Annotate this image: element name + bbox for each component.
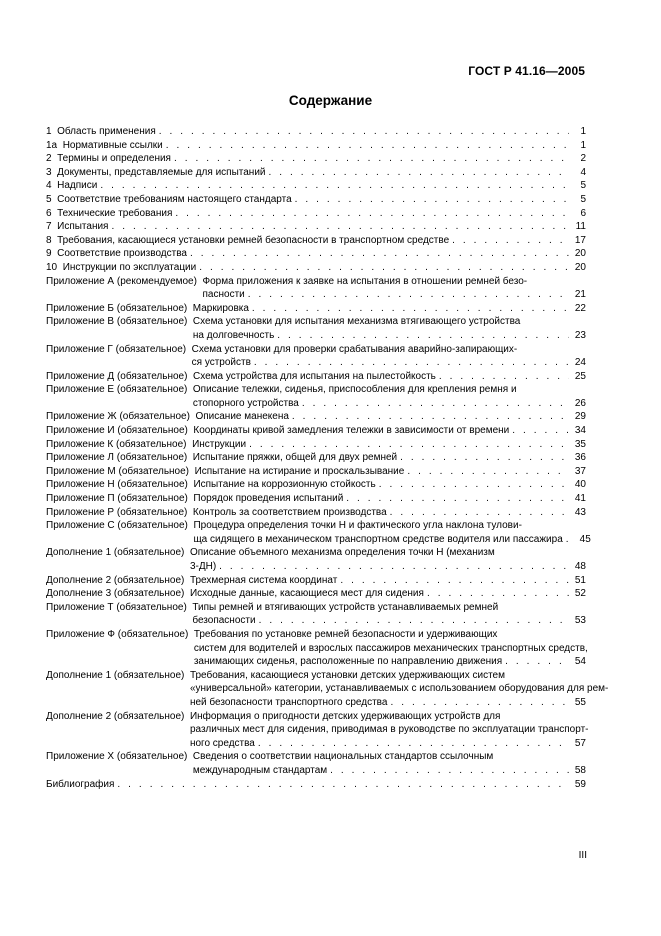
- toc-entry-line: [57, 179, 586, 193]
- dot-leader: [174, 152, 569, 166]
- toc-entry-text: ща сидящего в механическом транспортном средстве водителя или пассажира: [193, 533, 563, 545]
- toc-entry-text: Типы ремней и втягивающих устройств устанавливаемых ремней: [192, 601, 499, 613]
- toc-entry[interactable]: [46, 166, 586, 180]
- toc-entry-line: [195, 410, 586, 424]
- toc-entry-text: Контроль за соответствием производства: [192, 506, 387, 518]
- toc-entry-line: [189, 682, 609, 696]
- toc-entry-line: [192, 356, 586, 370]
- standard-code: ГОСТ Р 41.16—2005: [468, 64, 585, 78]
- toc-entry-page: 1: [580, 139, 586, 151]
- toc-entry-label: Приложение Д (обязательное): [46, 370, 193, 382]
- toc-entry-page: 59: [574, 778, 586, 790]
- toc-entry-label: 1: [46, 126, 58, 137]
- toc-entry[interactable]: [46, 125, 586, 139]
- toc-entry-body: [203, 275, 586, 302]
- toc-entry[interactable]: [46, 669, 609, 710]
- toc-entry-line: [193, 764, 586, 778]
- toc-entry-body: [189, 669, 609, 710]
- dot-leader: [390, 506, 569, 520]
- toc-entry-line: [193, 397, 586, 411]
- toc-entry-line: [192, 438, 586, 452]
- dot-leader: [258, 737, 569, 751]
- toc-entry[interactable]: [46, 410, 586, 424]
- dot-leader: [295, 193, 569, 207]
- toc-entry-page: 11: [575, 221, 586, 233]
- toc-entry-page: 24: [574, 357, 586, 369]
- toc-entry[interactable]: [46, 519, 591, 546]
- toc-entry-label: 7: [46, 221, 58, 233]
- toc-entry-page: 51: [574, 574, 586, 586]
- toc-entry[interactable]: [46, 261, 586, 275]
- toc-entry-line: [193, 315, 586, 329]
- toc-entry-line: [193, 750, 586, 764]
- toc-entry-body: [192, 343, 586, 370]
- toc-entry[interactable]: [46, 506, 586, 520]
- toc-entry-line: [195, 465, 586, 479]
- toc-entry-line: [193, 506, 586, 520]
- dot-leader: [166, 139, 569, 153]
- toc-entry[interactable]: [46, 451, 586, 465]
- toc-entry-page: 35: [574, 438, 586, 450]
- toc-entry-text: Технические требования: [57, 207, 173, 219]
- toc-entry-label: Приложение Е (обязательное): [46, 384, 193, 396]
- toc-entry[interactable]: [46, 152, 586, 166]
- toc-entry-line: [194, 642, 586, 656]
- toc-entry[interactable]: [46, 207, 586, 221]
- toc-entry-page: 45: [579, 533, 591, 545]
- dot-leader: [248, 288, 569, 302]
- toc-entry-line: [192, 343, 586, 357]
- toc-entry-label: Приложение И (обязательное): [46, 425, 194, 437]
- toc-entry-label: Приложение В (обязательное): [46, 316, 193, 328]
- toc-entry-label: Приложение П (обязательное): [46, 493, 194, 505]
- toc-entry-page: 17: [574, 234, 586, 246]
- toc-entry-text: Испытания: [57, 221, 109, 233]
- toc-entry[interactable]: [46, 492, 586, 506]
- toc-entry[interactable]: [46, 465, 586, 479]
- toc-entry-page: 2: [580, 153, 586, 165]
- toc-entry-body: [193, 370, 586, 384]
- toc-entry-line: [57, 234, 586, 248]
- table-of-contents: [46, 125, 609, 791]
- toc-entry-line: [57, 125, 586, 139]
- dot-leader: [505, 655, 569, 669]
- toc-entry-line: [193, 533, 591, 547]
- toc-entry-line: [193, 451, 586, 465]
- toc-entry-page: 20: [574, 261, 586, 273]
- toc-entry-text: Библиография: [46, 778, 115, 790]
- toc-entry-text: Маркировка: [192, 302, 249, 314]
- page-title: Содержание: [288, 93, 373, 108]
- toc-entry-line: [203, 275, 586, 289]
- toc-entry-page: 22: [574, 302, 586, 314]
- toc-entry-body: [189, 710, 589, 751]
- toc-entry-text: Область применения: [57, 126, 156, 137]
- toc-entry-text: Порядок проведения испытаний: [193, 493, 344, 505]
- toc-entry-label: Приложение Б (обязательное): [46, 302, 193, 314]
- toc-entry-text: Схема установки для проверки срабатывания аварийно-запирающих-: [191, 343, 518, 355]
- toc-entry-text: безопасности: [192, 615, 256, 627]
- toc-entry-line: [190, 696, 586, 710]
- toc-entry-text: Нормативные ссылки: [62, 139, 163, 151]
- dot-leader: [512, 424, 569, 438]
- toc-entry-body: [193, 492, 586, 506]
- toc-entry-line: [203, 288, 586, 302]
- toc-entry[interactable]: [46, 234, 586, 248]
- toc-entry-page: 37: [574, 465, 586, 477]
- toc-entry-body: [63, 139, 586, 153]
- toc-entry-body: [57, 207, 586, 221]
- toc-entry-label: 10: [46, 261, 63, 273]
- toc-entry-page: 36: [574, 452, 586, 464]
- toc-entry-body: [195, 465, 586, 479]
- dot-leader: [439, 370, 569, 384]
- toc-entry-line: [57, 166, 586, 180]
- toc-entry-line: [193, 329, 586, 343]
- toc-entry-body: [193, 383, 586, 410]
- toc-entry-page: 48: [574, 561, 586, 572]
- toc-entry-label: Приложение К (обязательное): [46, 438, 193, 450]
- toc-entry-body: [194, 628, 586, 669]
- toc-entry-text: Соответствие требованиям настоящего стандарта: [57, 193, 292, 205]
- toc-entry-text: Требования, касающиеся установки детских удерживающих систем: [189, 669, 505, 681]
- dot-leader: [199, 261, 569, 275]
- toc-entry[interactable]: [46, 139, 586, 153]
- toc-entry-text: Документы, представляемые для испытаний: [57, 166, 266, 178]
- toc-entry-text: Схема установки для испытания механизма втягивающего устройства: [192, 316, 521, 328]
- toc-entry-label: 6: [46, 207, 58, 219]
- dot-leader: [346, 492, 569, 506]
- toc-entry[interactable]: [46, 438, 586, 452]
- toc-entry-text: Схема устройства для испытания на пылестойкость: [193, 370, 436, 382]
- toc-entry-text: Испытание пряжки, общей для двух ремней: [192, 452, 398, 464]
- toc-entry-page: 5: [580, 193, 586, 205]
- dot-leader: [566, 533, 574, 547]
- toc-entry-text: 3-ДН): [189, 561, 217, 572]
- toc-entry-label: Дополнение 1 (обязательное): [46, 547, 190, 559]
- toc-entry-line: [190, 546, 586, 560]
- toc-entry-page: 52: [574, 588, 586, 600]
- toc-entry-page: 54: [574, 656, 586, 668]
- dot-leader: [259, 614, 569, 628]
- toc-entry-text: Исходные данные, касающиеся мест для сидения: [189, 588, 424, 600]
- toc-entry[interactable]: [46, 601, 586, 628]
- toc-entry-text: на долговечность: [192, 329, 275, 341]
- dot-leader: [390, 696, 569, 710]
- toc-entry-label: Приложение Н (обязательное): [46, 479, 194, 491]
- toc-entry-line: [192, 601, 586, 615]
- toc-entry-label: 3: [46, 166, 58, 178]
- toc-entry-page: 1: [580, 126, 586, 137]
- toc-entry-page: 53: [574, 615, 586, 627]
- toc-entry[interactable]: [46, 247, 586, 261]
- dot-leader: [190, 247, 569, 261]
- toc-entry-text: Требования, касающиеся установки ремней безопасности в транспортном средстве: [57, 234, 450, 246]
- toc-entry-body: [193, 315, 586, 342]
- dot-leader: [400, 451, 569, 465]
- toc-entry-text: Требования по установке ремней безопасности и удерживающих: [193, 628, 498, 640]
- toc-entry-text: Трехмерная система координат: [189, 574, 338, 586]
- toc-entry-body: [57, 179, 586, 193]
- toc-entry-line: [194, 628, 586, 642]
- toc-entry-line: [193, 492, 586, 506]
- toc-entry-text: Процедура определения точки H и фактического угла наклона тулови-: [193, 520, 522, 532]
- toc-entry-body: [57, 247, 586, 261]
- toc-entry-text: Инструкции по эксплуатации: [62, 261, 197, 273]
- dot-leader: [100, 179, 569, 193]
- toc-entry-label: 2: [46, 153, 58, 165]
- toc-entry-text: ся устройств: [191, 357, 251, 369]
- toc-entry-label: 9: [46, 248, 58, 260]
- toc-entry[interactable]: [46, 478, 586, 492]
- toc-entry-line: [57, 152, 586, 166]
- toc-entry-text: ного средства: [189, 737, 255, 749]
- toc-entry-line: [193, 370, 586, 384]
- toc-entry-page: 23: [574, 329, 586, 341]
- toc-entry-body: [190, 546, 586, 573]
- toc-entry-body: [193, 519, 591, 546]
- toc-entry-label: Приложение Х (обязательное): [46, 751, 193, 763]
- toc-entry-page: 4: [580, 166, 586, 178]
- toc-entry-text: Соответствие производства: [57, 248, 187, 260]
- toc-entry-line: [190, 710, 586, 724]
- toc-entry-line: [193, 519, 586, 533]
- toc-entry[interactable]: [46, 370, 586, 384]
- toc-entry-text: ней безопасности транспортного средства: [189, 696, 388, 708]
- toc-entry-body: [57, 152, 586, 166]
- toc-entry-page: 25: [574, 370, 586, 382]
- toc-entry-body: [193, 451, 586, 465]
- dot-leader: [111, 220, 569, 234]
- toc-entry-line: [63, 261, 586, 275]
- toc-entry[interactable]: [46, 574, 586, 588]
- toc-entry[interactable]: [46, 275, 586, 302]
- toc-entry-text: Испытание на коррозионную стойкость: [193, 479, 376, 491]
- toc-entry-page: 43: [574, 506, 586, 518]
- toc-entry-text: Надписи: [57, 180, 98, 192]
- toc-entry-page: 5: [580, 180, 586, 192]
- toc-entry-line: [190, 737, 586, 751]
- dot-leader: [219, 560, 569, 574]
- toc-entry-label: 5: [46, 193, 58, 205]
- dot-leader: [252, 302, 569, 316]
- toc-entry-body: [195, 410, 586, 424]
- toc-entry-label: Приложение Ж (обязательное): [46, 411, 196, 423]
- toc-entry[interactable]: [46, 750, 586, 777]
- toc-entry-body: [192, 601, 586, 628]
- toc-entry-page: 21: [574, 289, 586, 301]
- toc-entry-line: [190, 669, 586, 683]
- toc-entry-text: «универсальной» категории, устанавливаемых с использованием оборудования для рем-: [189, 683, 609, 695]
- toc-entry-line: [193, 383, 586, 397]
- toc-entry-page: 26: [574, 397, 586, 409]
- toc-entry-text: стопорного устройства: [192, 397, 299, 409]
- page-number: III: [578, 850, 587, 861]
- toc-entry-text: Координаты кривой замедления тележки в зависимости от времени: [193, 425, 510, 437]
- toc-entry-body: [57, 220, 586, 234]
- toc-entry-page: 57: [574, 737, 586, 749]
- toc-entry-text: Описание объемного механизма определения точки H (механизм: [189, 547, 495, 559]
- toc-entry-page: 29: [574, 411, 586, 423]
- dot-leader: [292, 410, 569, 424]
- toc-entry-line: [193, 424, 586, 438]
- toc-entry-label: Приложение М (обязательное): [46, 465, 195, 477]
- dot-leader: [159, 125, 569, 139]
- toc-entry-page: 41: [574, 493, 586, 505]
- toc-entry-body: [193, 302, 586, 316]
- toc-entry[interactable]: [46, 710, 589, 751]
- toc-entry-page: 34: [574, 425, 586, 437]
- toc-entry-line: [46, 778, 586, 792]
- toc-entry-line: [57, 207, 586, 221]
- dot-leader: [175, 207, 569, 221]
- toc-entry-label: Приложение Г (обязательное): [46, 343, 192, 355]
- toc-entry-text: Инструкции: [192, 438, 247, 450]
- toc-entry-label: Приложение Л (обязательное): [46, 452, 193, 464]
- toc-entry-text: Термины и определения: [57, 153, 171, 165]
- toc-entry-body: [57, 125, 586, 139]
- dot-leader: [407, 465, 569, 479]
- toc-entry-body: [57, 234, 586, 248]
- toc-entry-text: Информация о пригодности детских удерживающих устройств для: [189, 710, 501, 722]
- toc-entry-page: 40: [574, 479, 586, 491]
- toc-entry-body: [192, 438, 586, 452]
- toc-entry[interactable]: [46, 424, 586, 438]
- toc-entry[interactable]: [46, 778, 586, 792]
- toc-entry-page: 20: [574, 248, 586, 260]
- dot-leader: [117, 778, 569, 792]
- toc-entry[interactable]: [46, 587, 586, 601]
- dot-leader: [302, 397, 569, 411]
- toc-entry-line: [190, 574, 586, 588]
- toc-entry-line: [192, 614, 586, 628]
- toc-entry-line: [190, 587, 586, 601]
- dot-leader: [268, 166, 569, 180]
- dot-leader: [330, 764, 569, 778]
- toc-entry-label: Приложение Ф (обязательное): [46, 628, 194, 640]
- toc-entry-page: 55: [574, 696, 586, 708]
- toc-entry-text: международным стандартам: [192, 764, 328, 776]
- toc-entry-body: [190, 574, 586, 588]
- toc-entry[interactable]: [46, 546, 586, 573]
- toc-entry-line: [193, 478, 586, 492]
- toc-entry-line: [193, 302, 586, 316]
- toc-entry-text: различных мест для сидения, приводимая в руководстве по эксплуатации транспорт-: [189, 724, 589, 736]
- toc-entry[interactable]: [46, 628, 586, 669]
- toc-entry-body: [190, 587, 586, 601]
- toc-entry-label: Приложение С (обязательное): [46, 520, 194, 532]
- toc-entry-line: [63, 139, 586, 153]
- toc-entry-body: [193, 478, 586, 492]
- toc-entry-label: Дополнение 2 (обязательное): [46, 710, 190, 722]
- toc-entry[interactable]: [46, 302, 586, 316]
- toc-entry-body: [193, 750, 586, 777]
- toc-entry-label: 1а: [46, 139, 63, 151]
- toc-entry-text: систем для водителей и взрослых пассажиров механических транспортных средств,: [193, 642, 588, 654]
- toc-entry[interactable]: [46, 179, 586, 193]
- toc-entry-label: Приложение А (рекомендуемое): [46, 275, 203, 287]
- toc-entry-text: Сведения о соответствии национальных стандартов ссылочным: [192, 751, 494, 763]
- toc-entry-page: 6: [580, 207, 586, 219]
- toc-entry-text: Испытание на истирание и проскальзывание: [194, 465, 405, 477]
- toc-entry-body: [57, 193, 586, 207]
- toc-entry-label: Дополнение 2 (обязательное): [46, 574, 190, 586]
- dot-leader: [249, 438, 569, 452]
- toc-entry-label: Дополнение 3 (обязательное): [46, 588, 190, 600]
- toc-entry-page: 58: [574, 764, 586, 776]
- toc-entry-line: [57, 247, 586, 261]
- toc-entry-line: [194, 655, 586, 669]
- toc-entry-line: [190, 560, 586, 574]
- toc-entry-label: 8: [46, 234, 58, 246]
- toc-entry-line: [189, 723, 589, 737]
- toc-entry-text: Форма приложения к заявке на испытания в отношении ремней безо-: [202, 275, 528, 287]
- dot-leader: [427, 587, 569, 601]
- toc-entry-label: Приложение Т (обязательное): [46, 601, 193, 613]
- toc-entry[interactable]: [46, 383, 586, 410]
- toc-entry-label: 4: [46, 180, 58, 192]
- toc-entry-body: [63, 261, 586, 275]
- dot-leader: [379, 478, 569, 492]
- toc-entry-body: [57, 166, 586, 180]
- dot-leader: [277, 329, 569, 343]
- toc-entry-text: Описание тележки, сиденья, приспособления для крепления ремня и: [192, 384, 517, 396]
- toc-entry-line: [57, 220, 586, 234]
- dot-leader: [340, 574, 569, 588]
- toc-entry[interactable]: [46, 193, 586, 207]
- toc-entry-body: [193, 424, 586, 438]
- toc-entry-text: пасности: [202, 289, 245, 301]
- toc-entry[interactable]: [46, 315, 586, 342]
- toc-entry-text: Описание манекена: [195, 411, 289, 423]
- toc-entry-body: [46, 778, 586, 792]
- toc-entry-text: занимающих сиденья, расположенные по направлению движения: [193, 656, 503, 668]
- dot-leader: [254, 356, 569, 370]
- toc-entry-label: Дополнение 1 (обязательное): [46, 669, 190, 681]
- toc-entry-body: [193, 506, 586, 520]
- toc-entry-line: [57, 193, 586, 207]
- toc-entry[interactable]: [46, 220, 586, 234]
- dot-leader: [452, 234, 569, 248]
- toc-entry-label: Приложение Р (обязательное): [46, 506, 193, 518]
- toc-entry[interactable]: [46, 343, 586, 370]
